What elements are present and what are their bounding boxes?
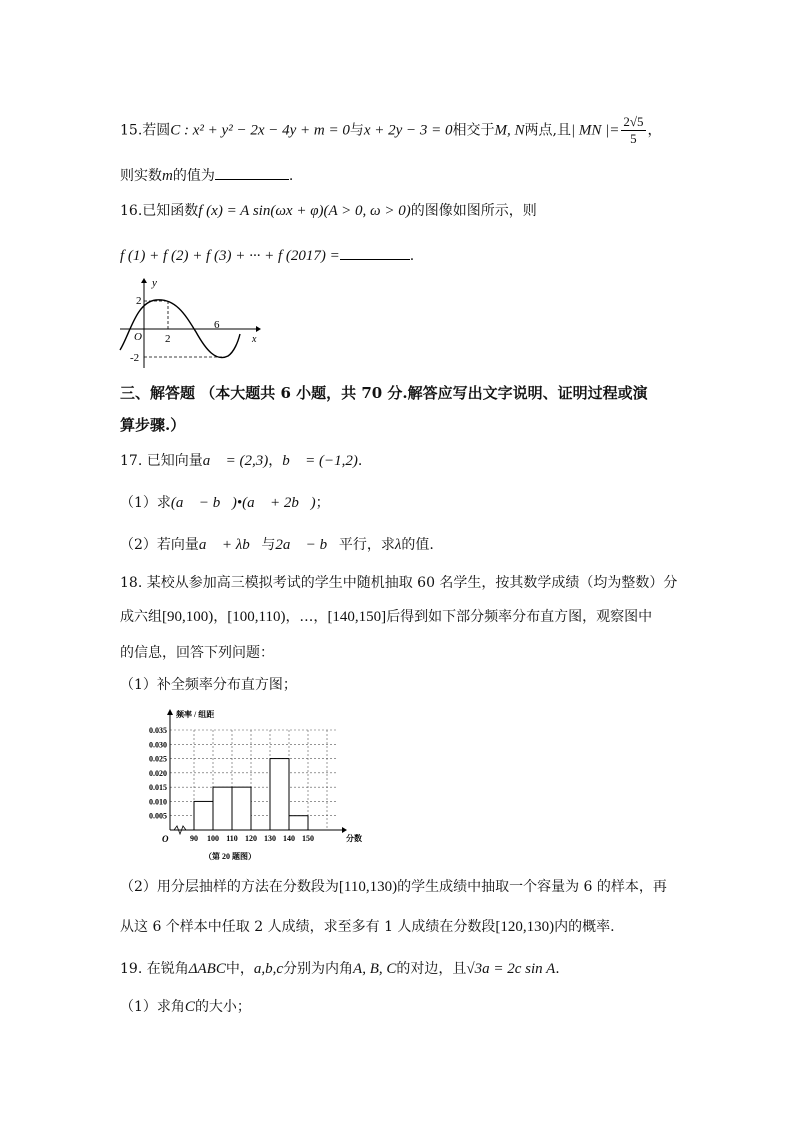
q17-text: 的值.	[401, 537, 434, 553]
histogram-bar	[194, 801, 213, 830]
x-axis-arrow	[256, 326, 261, 332]
q18-interval: [110,130)	[338, 879, 398, 895]
y-tick-label: 0.030	[149, 740, 167, 750]
q17-part1	[120, 492, 330, 514]
q16-answer-blank[interactable]	[340, 243, 410, 260]
label-x: x	[252, 334, 257, 345]
y-axis-label: 频率 / 组距	[176, 710, 215, 719]
q17-text: ；	[315, 495, 330, 511]
q18-text: （2）用分层抽样的方法在分数段为	[120, 879, 339, 895]
q15-answer-blank[interactable]	[215, 163, 289, 180]
q15-frac-den: 5	[630, 131, 637, 146]
section3-heading: 三、解答题 （本大题共 6 小题，共 70 分.解答应写出文字说明、证明过程或演	[120, 384, 648, 402]
q19-text: 的大小；	[194, 999, 251, 1015]
q19-angles: A, B, C	[353, 961, 397, 977]
q19-equation: √3a = 2c sin A	[466, 961, 556, 977]
q18-text: 从这 6 个样本中任取 2 人成绩，求至多有 1 人成绩在分数段	[120, 919, 496, 935]
x-tick-label: 100	[207, 834, 219, 843]
label-2: 2	[136, 295, 142, 307]
q17-text: 与	[261, 537, 276, 553]
q18-interval: [100,110)	[227, 609, 286, 625]
label-origin: O	[134, 331, 142, 343]
q19-text: .	[555, 961, 560, 977]
q15-var-m: m	[162, 168, 173, 184]
q15-fraction	[621, 114, 645, 147]
q17-expr1: a⃗ + λb⃗	[198, 537, 262, 553]
q17-lambda: λ	[394, 537, 402, 553]
q19-part1	[120, 996, 251, 1018]
q15-line2	[120, 163, 293, 187]
q15-line-eq: x + 2y − 3 = 0	[363, 122, 453, 139]
q17-line1	[120, 450, 362, 472]
histogram-bar	[213, 787, 232, 830]
q18-text: ，…，	[285, 609, 328, 625]
q17-vector-a: a⃗ = (2,3)	[202, 453, 269, 469]
q16-sine-graph	[116, 276, 262, 370]
q18-text: 后得到如下部分频率分布直方图，观察图中	[386, 609, 653, 625]
x-tick-label: 150	[302, 834, 314, 843]
q15-text: 两点,且	[524, 122, 571, 139]
x-tick-label: 130	[264, 834, 276, 843]
x-tick-label: 90	[190, 834, 198, 843]
y-tick-label: 0.005	[149, 811, 167, 821]
x-axis-arrow	[342, 827, 347, 833]
q18-line3: 的信息，回答下列问题：	[120, 645, 274, 661]
label-x2: 2	[165, 333, 171, 345]
q18-part2-cont	[120, 916, 615, 938]
y-tick-label: 0.015	[149, 783, 167, 793]
q19-text: 19. 在锐角	[120, 961, 189, 977]
q16-line2	[120, 243, 414, 267]
q15-frac-num: 2√5	[623, 114, 644, 129]
q15-text: 15.若圆	[120, 122, 171, 139]
q15-text: 相交于	[452, 122, 495, 139]
q17-text: 平行，求	[338, 537, 395, 553]
q17-text: ，	[268, 453, 283, 469]
q19-triangle: ΔABC	[188, 961, 226, 977]
q17-dot-product: (a⃗ − b⃗)•(a⃗ + 2b⃗)	[170, 495, 316, 511]
q18-text: ，	[213, 609, 228, 625]
y-tick-label: 0.025	[149, 754, 167, 764]
x-tick-label: 110	[226, 834, 238, 843]
y-axis-arrow	[141, 278, 147, 283]
q15-text: 与	[349, 122, 364, 139]
histogram-bar	[232, 787, 251, 830]
x-tick-label: 120	[245, 834, 257, 843]
histogram-bar	[270, 759, 289, 830]
q17-vector-b: b⃗ = (−1,2)	[282, 453, 358, 469]
q19-sides: a,b,c	[253, 961, 284, 977]
q17-part2	[120, 534, 434, 556]
origin-label: O	[162, 834, 169, 844]
q18-text: 成六组	[120, 609, 162, 625]
section3-heading-cont: 算步骤.）	[120, 416, 186, 434]
y-tick-label: 0.035	[149, 726, 167, 735]
y-axis-arrow	[167, 709, 173, 715]
label-neg2: -2	[130, 352, 140, 364]
q15-text: 的值为	[172, 168, 215, 184]
label-y: y	[152, 277, 157, 289]
q18-text: 内的概率.	[554, 919, 615, 935]
chart-caption: （第 20 题图）	[204, 852, 256, 861]
q17-text: （2）若向量	[120, 537, 199, 553]
q16-sum: f (1) + f (2) + f (3) + ··· + f (2017) =	[120, 248, 340, 264]
y-tick-label: 0.020	[149, 768, 167, 778]
q15-text: 则实数	[120, 168, 162, 184]
q16-text: 16.已知函数	[120, 203, 199, 219]
q19-text: 的对边，且	[396, 961, 467, 977]
q19-text: （1）求角	[120, 999, 185, 1015]
q15-line1	[120, 114, 662, 147]
q19-line1	[120, 958, 560, 980]
q18-part2	[120, 876, 667, 898]
x-axis-label: 分数	[346, 834, 362, 843]
q17-text: 17. 已知向量	[120, 453, 203, 469]
q18-part1: （1）补全频率分布直方图；	[120, 677, 297, 693]
q18-interval: [90,100)	[162, 609, 214, 625]
x-tick-label: 140	[283, 834, 295, 843]
q19-angle-c: C	[184, 999, 195, 1015]
q16-text: 的图像如图所示，则	[410, 203, 537, 219]
q16-line1	[120, 200, 537, 222]
q18-line2	[120, 606, 652, 628]
q18-interval: [120,130)	[495, 919, 555, 935]
q18-interval: [140,150]	[327, 609, 387, 625]
y-tick-label: 0.010	[149, 797, 167, 807]
q18-text: 的学生成绩中抽取一个容量为 6 的样本，再	[397, 879, 667, 895]
q16-text: .	[409, 248, 415, 264]
q16-function: f (x) = A sin(ωx + φ)(A > 0, ω > 0)	[198, 203, 411, 219]
q17-text: .	[357, 453, 363, 469]
q17-expr2: 2a⃗ − b⃗	[275, 537, 339, 553]
frequency-histogram	[136, 706, 366, 866]
label-6: 6	[214, 319, 220, 331]
q15-points: M, N	[494, 122, 525, 139]
q15-text: .	[288, 168, 294, 184]
q19-text: 中，	[225, 961, 254, 977]
q19-text: 分别为内角	[283, 961, 354, 977]
q15-text: ，	[647, 122, 662, 139]
q18-line1: 18. 某校从参加高三模拟考试的学生中随机抽取 60 名学生，按其数学成绩（均为整数）分	[120, 575, 678, 591]
q15-circle-eq: C : x² + y² − 2x − 4y + m = 0	[170, 122, 350, 139]
q15-mn: | MN |=	[570, 122, 620, 139]
histogram-bar	[289, 816, 308, 830]
q17-text: （1）求	[120, 495, 171, 511]
